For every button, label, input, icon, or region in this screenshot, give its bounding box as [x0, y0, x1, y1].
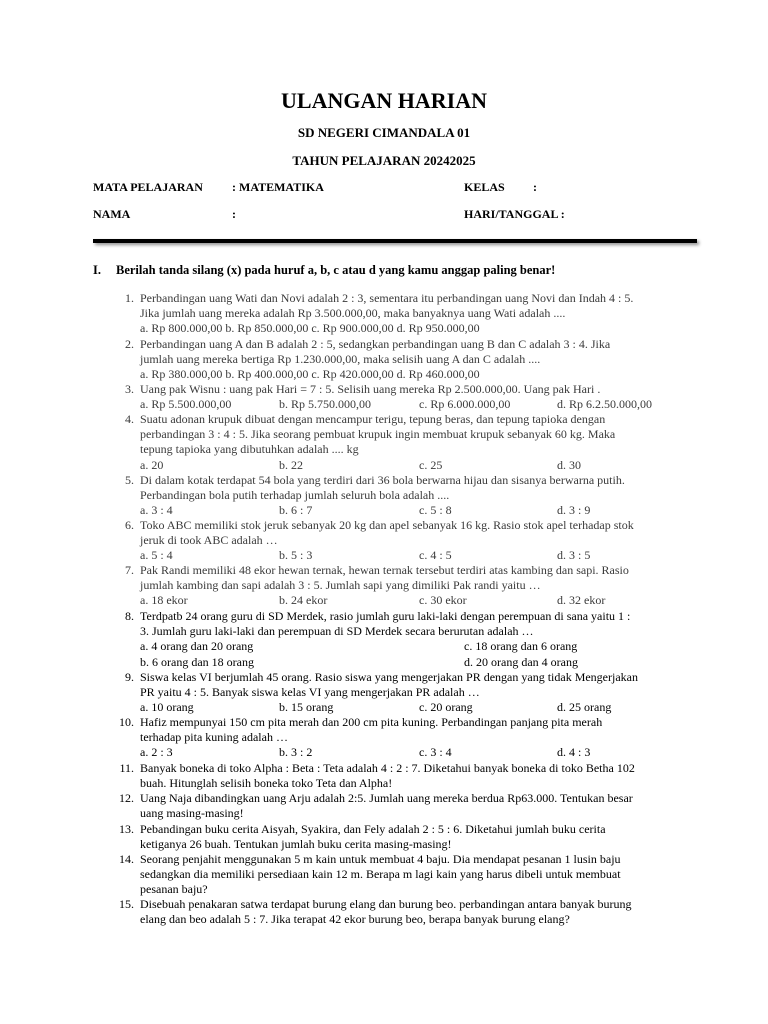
question-item	[125, 382, 653, 412]
answer-option: c. Rp 6.000.000,00	[419, 397, 511, 412]
question-text: jeruk di took ABC adalah …	[140, 533, 278, 548]
question-number: 4.	[125, 412, 134, 426]
question-item	[125, 473, 625, 519]
question-item	[119, 715, 603, 761]
question-text: Suatu adonan krupuk dibuat dengan mencampur terigu, tepung beras, dan tepung tapioka dengan	[140, 412, 606, 426]
answer-option: c. 30 ekor	[419, 593, 467, 608]
question-text: uang masing-masing!	[140, 806, 244, 821]
question-number: 3.	[125, 382, 134, 396]
answer-option: a. 5 : 4	[140, 548, 173, 563]
section-number: I.	[93, 263, 101, 277]
answer-options	[140, 655, 630, 670]
academic-year: TAHUN PELAJARAN 20242025	[292, 153, 476, 168]
question-number: 14.	[119, 852, 134, 866]
answer-option: c. 20 orang	[419, 700, 473, 715]
answer-options	[140, 397, 653, 412]
answer-options	[140, 458, 615, 473]
question-number: 5.	[125, 473, 134, 487]
answer-options	[140, 639, 630, 654]
question-number: 9.	[125, 670, 134, 684]
question-text: perbandingan 3 : 4 : 5. Jika seorang pembuat krupuk ingin membuat krupuk sebanyak 60 kg. Maka	[140, 427, 616, 442]
answer-option: d. 25 orang	[557, 700, 612, 715]
section-instruction: Berilah tanda silang (x) pada huruf a, b, c atau d yang kamu anggap paling benar!	[116, 263, 556, 277]
answer-option: a. 10 orang	[140, 700, 194, 715]
question-item	[125, 563, 629, 609]
question-text: buah. Hitunglah selisih boneka toko Teta dan Alpha!	[140, 776, 393, 791]
answer-option: b. 22	[279, 457, 303, 472]
class-label: KELAS	[464, 180, 505, 194]
question-text: jumlah kambing dan sapi adalah 3 : 5. Jumlah sapi yang dimiliki Pak randi yaitu …	[140, 578, 541, 593]
answer-option: b. 6 : 7	[279, 503, 313, 518]
answer-option: d. Rp 6.2.50.000,00	[557, 397, 653, 412]
answer-option: b. 24 ekor	[279, 593, 328, 608]
question-number: 7.	[125, 563, 134, 577]
question-item	[125, 518, 634, 564]
answer-option: a. 4 orang dan 20 orang	[140, 639, 254, 654]
question-item	[119, 791, 633, 821]
date-label: HARI/TANGGAL :	[464, 207, 565, 221]
question-number: 13.	[119, 822, 134, 836]
question-text: PR yaitu 4 : 5. Banyak siswa kelas VI yang mengerjakan PR adalah …	[140, 685, 480, 700]
answer-option: a. 18 ekor	[140, 593, 188, 608]
question-text: Disebuah penakaran satwa terdapat burung elang dan burung beo. perbandingan antara banyak burung	[140, 897, 632, 911]
question-text: tepung tapioka yang dibutuhkan adalah .... kg	[140, 442, 359, 457]
answer-options	[140, 503, 625, 518]
answer-option: a. Rp 5.500.000,00	[140, 397, 232, 412]
answer-options: a. Rp 800.000,00 b. Rp 850.000,00 c. Rp 900.000,00 d. Rp 950.000,00	[140, 321, 480, 336]
question-text: Perbandingan bola putih terhadap jumlah seluruh bola adalah ....	[140, 488, 450, 503]
class-colon: :	[533, 180, 537, 194]
question-text: jumlah uang mereka bertiga Rp 1.230.000,00, maka selisih uang A dan C adalah ....	[140, 352, 541, 367]
answer-option: c. 5 : 8	[419, 503, 452, 518]
question-item	[125, 291, 634, 337]
question-text: Pebandingan buku cerita Aisyah, Syakira, dan Fely adalah 2 : 5 : 6. Diketahui jumlah buku cerita	[140, 822, 606, 836]
answer-options	[140, 745, 602, 760]
answer-option: a. 20	[140, 457, 164, 472]
answer-option: b. 6 orang dan 18 orang	[140, 654, 254, 669]
answer-option: d. 4 : 3	[557, 745, 591, 760]
answer-option: a. 3 : 4	[140, 503, 173, 518]
question-text: Perbandingan uang A dan B adalah 2 : 5, sedangkan perbandingan uang B dan C adalah 3 : 4. Jika	[140, 337, 611, 351]
answer-options	[140, 593, 629, 608]
subject-value: : MATEMATIKA	[232, 180, 324, 194]
answer-option: c. 4 : 5	[419, 548, 452, 563]
answer-option: b. 5 : 3	[279, 548, 313, 563]
answer-option: d. 30	[557, 457, 581, 472]
question-text: elang dan beo adalah 5 : 7. Jika terapat 42 ekor burung beo, berapa banyak burung elang?	[140, 912, 570, 927]
question-item	[125, 337, 611, 383]
question-text: Uang pak Wisnu : uang pak Hari = 7 : 5. Selisih uang mereka Rp 2.500.000,00. Uang pak Hari .	[140, 382, 601, 396]
question-item	[125, 670, 638, 716]
question-text: terhadap pita kuning adalah …	[140, 730, 288, 745]
question-text: 3. Jumlah guru laki-laki dan perempuan di SD Merdek secara berurutan adalah …	[140, 624, 534, 639]
question-item	[125, 412, 616, 473]
name-label: NAMA	[93, 207, 131, 221]
question-item	[119, 897, 632, 927]
question-number: 2.	[125, 337, 134, 351]
question-number: 12.	[119, 791, 134, 805]
answer-option: d. 3 : 9	[557, 503, 591, 518]
answer-option: d. 3 : 5	[557, 548, 591, 563]
question-text: pesanan baju?	[140, 882, 208, 897]
answer-option: b. 3 : 2	[279, 745, 313, 760]
question-text: Di dalam kotak terdapat 54 bola yang terdiri dari 36 bola berwarna hijau dan sisanya berwarna putih.	[140, 473, 625, 487]
question-item	[119, 852, 621, 898]
question-number: 10.	[119, 715, 134, 729]
school-name: SD NEGERI CIMANDALA 01	[297, 125, 471, 140]
question-text: Perbandingan uang Wati dan Novi adalah 2 : 3, sementara itu perbandingan uang Novi dan Indah 4 : 5.	[140, 291, 634, 305]
question-number: 8.	[125, 609, 134, 623]
header-divider	[93, 239, 697, 243]
subject-label: MATA PELAJARAN	[93, 180, 203, 194]
question-number: 6.	[125, 518, 134, 532]
question-text: Jika jumlah uang mereka adalah Rp 3.500.000,00, maka banyaknya uang Wati adalah ....	[140, 306, 566, 321]
question-item	[125, 609, 631, 670]
question-text: Seorang penjahit menggunakan 5 m kain untuk membuat 4 baju. Dia mendapat pesanan 1 lusin baju	[140, 852, 621, 866]
answer-option: b. Rp 5.750.000,00	[279, 397, 372, 412]
question-number: 11.	[119, 761, 134, 775]
answer-options	[140, 700, 638, 715]
answer-option: c. 25	[419, 457, 443, 472]
answer-option: c. 3 : 4	[419, 745, 452, 760]
answer-option: d. 20 orang dan 4 orang	[464, 654, 578, 669]
question-text: Toko ABC memiliki stok jeruk sebanyak 20 kg dan apel sebanyak 16 kg. Rasio stok apel terhadap stok	[140, 518, 634, 532]
question-text: Banyak boneka di toko Alpha : Beta : Teta adalah 4 : 2 : 7. Diketahui banyak boneka di toko Betha 102	[140, 761, 635, 775]
question-text: ketiganya 26 buah. Tentukan jumlah buku cerita masing-masing!	[140, 837, 452, 852]
page-title: ULANGAN HARIAN	[281, 88, 487, 113]
answer-option: c. 18 orang dan 6 orang	[464, 639, 578, 654]
question-text: Pak Randi memiliki 48 ekor hewan ternak, hewan ternak tersebut terdiri atas kambing dan sapi. Rasio	[140, 563, 629, 577]
question-number: 15.	[119, 897, 134, 911]
answer-option: b. 15 orang	[279, 700, 334, 715]
answer-option: d. 32 ekor	[557, 593, 606, 608]
question-text: Hafiz mempunyai 150 cm pita merah dan 200 cm pita kuning. Perbandingan panjang pita merah	[140, 715, 603, 729]
question-item	[119, 822, 606, 852]
question-text: Terdpatb 24 orang guru di SD Merdek, rasio jumlah guru laki-laki dengan perempuan di sana yaitu 1 :	[140, 609, 631, 623]
name-colon: :	[232, 207, 236, 221]
answer-options: a. Rp 380.000,00 b. Rp 400.000,00 c. Rp 420.000,00 d. Rp 460.000,00	[140, 367, 480, 382]
question-text: sedangkan dia memiliki persediaan kain 12 m. Berapa m lagi kain yang harus dibeli untuk membuat	[140, 867, 621, 882]
answer-options	[140, 548, 634, 563]
question-item	[119, 761, 635, 791]
question-number: 1.	[125, 291, 134, 305]
answer-option: a. 2 : 3	[140, 745, 173, 760]
question-text: Siswa kelas VI berjumlah 45 orang. Rasio siswa yang mengerjakan PR dengan yang tidak Mengerjakan	[140, 670, 638, 684]
question-text: Uang Naja dibandingkan uang Arju adalah 2:5. Jumlah uang mereka berdua Rp63.000. Tentukan besar	[140, 791, 633, 805]
